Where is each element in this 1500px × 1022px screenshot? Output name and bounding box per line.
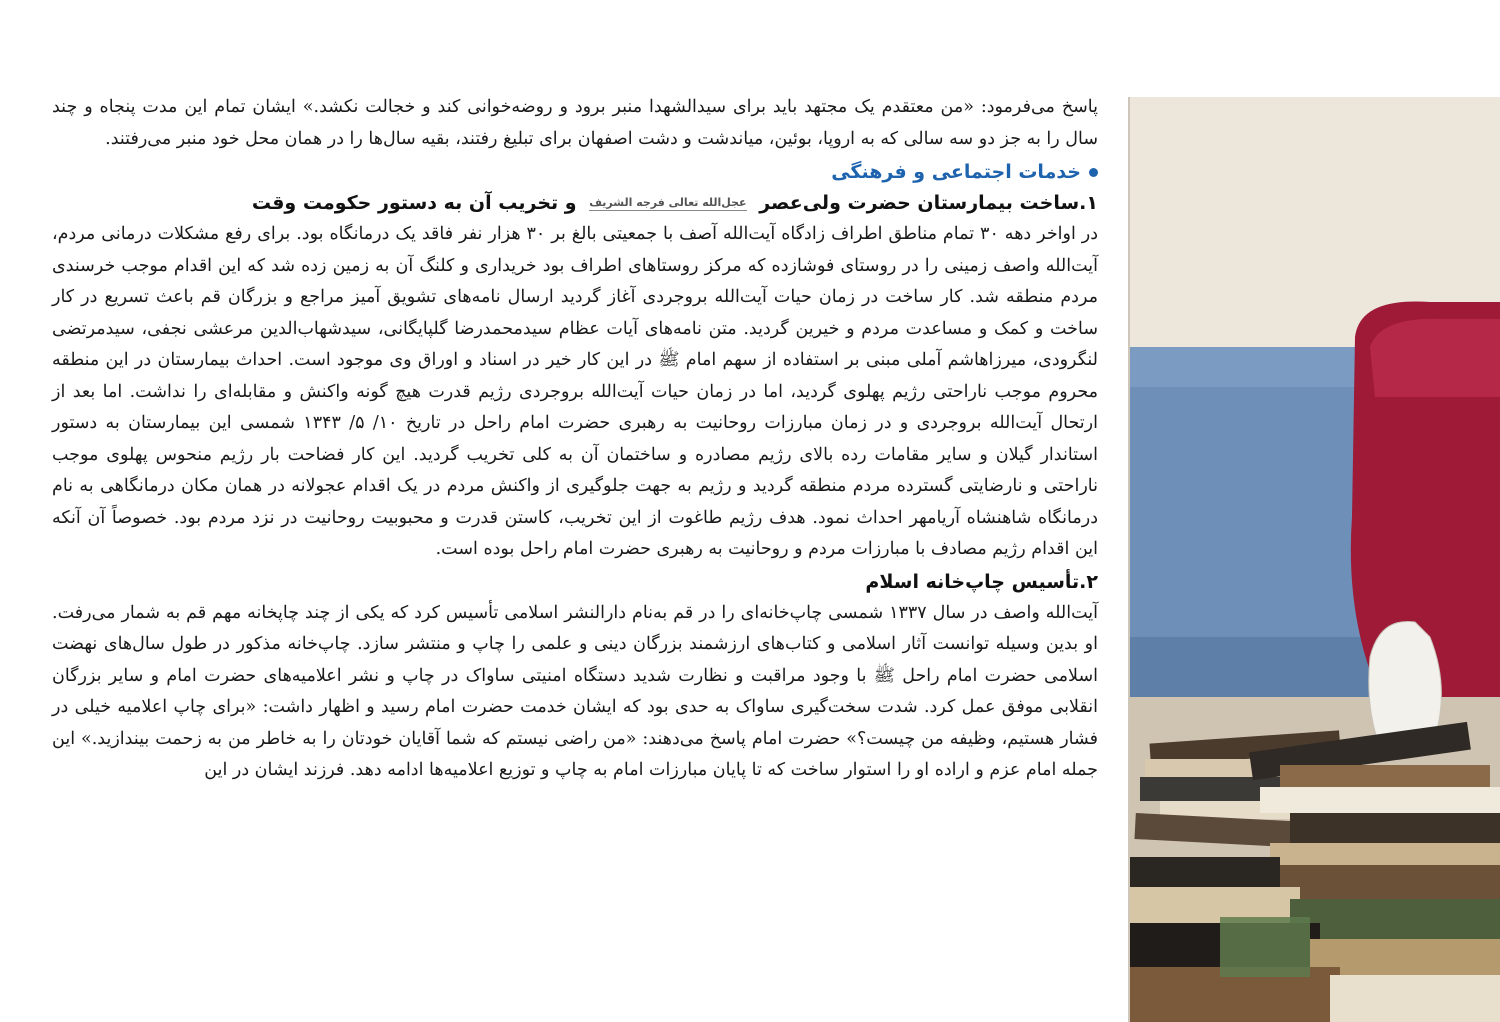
books-photo <box>1128 97 1500 1022</box>
bullet-icon <box>1089 168 1098 177</box>
article-column <box>52 92 1098 787</box>
subheading-hospital-text: ۱.ساخت بیمارستان حضرت ولی‌عصر <box>759 192 1098 214</box>
honorific-glyph: عجل‌الله تعالی فرجه الشریف <box>589 196 747 209</box>
subheading-hospital <box>52 187 1098 219</box>
section-heading <box>52 157 1098 187</box>
intro-paragraph: پاسخ می‌فرمود: «من معتقدم یک مجتهد باید برای سیدالشهدا منبر برود و روضه‌خوانی کند و خجالت نکشد.» ایشان تمام این مدت پنجاه و چند سال را به جز دو سه سالی که به اروپا، بوئین، میاندشت و دشت اصفهان برای تبلیغ رفتند، بقیه سال‌ها را در همان محل خود منبر می‌رفتند. <box>52 97 1098 149</box>
subheading-hospital-rest: و تخریب آن به دستور حکومت وقت <box>251 192 577 214</box>
section-heading-text: خدمات اجتماعی و فرهنگی <box>831 161 1081 183</box>
subheading-printing-house: ۲.تأسیس چاپ‌خانه اسلام <box>865 570 1098 593</box>
printing-house-paragraph: آیت‌الله واصف در سال ۱۳۳۷ شمسی چاپ‌خانه‌ای را در قم به‌نام دارالنشر اسلامی تأسیس کرد که یکی از چند چاپخانه مهم قم به شمار می‌رفت. او بدین وسیله توانست آثار اسلامی و کتاب‌های ارزشمند بزرگان دینی و علمی را چاپ و منتشر سازد. چاپ‌خانه مذکور در طول سال‌های نهضت اسلامی حضرت امام راحل ﷺ با وجود مراقبت و نظارت شدید دستگاه امنیتی ساواک در چاپ و نشر اعلامیه‌های حضرت امام و سایر بزرگان انقلابی موفق عمل کرد. شدت سخت‌گیری ساواک به حدی بود که ایشان خدمت حضرت امام رسید و اظهار داشت: «برای چاپ اعلامیه خیلی در فشار هستیم، وظیفه من چیست؟» حضرت امام پاسخ می‌دهند: «من راضی نیستم که شما آقایان خودتان را به خاطر من به زحمت بیندازید.» این جمله امام عزم و اراده او را استوار ساخت که تا پایان مبارزات امام به چاپ و توزیع اعلامیه‌ها ادامه دهد. فرزند ایشان در این <box>52 602 1099 780</box>
hospital-paragraph: در اواخر دهه ۳۰ تمام مناطق اطراف زادگاه آیت‌الله آصف با جمعیتی بالغ بر ۳۰ هزار نفر فاقد یک درمانگاه بود. برای رفع مشکلات درمانی مردم، آیت‌الله واصف زمینی را در روستای فوشازده که مرکز روستاهای اطراف بود خریداری و کلنگ آن به زمین زده شد که این اقدام موجب خرسندی مردم منطقه شد. کار ساخت در زمان حیات آیت‌الله بروجردی آغاز گردید ارسال نامه‌های تشویق آمیز مراجع و بزرگان قم باعث تسریع در کار ساخت و کمک و مساعدت مردم و خیرین گردید. متن نامه‌های آیات عظام سیدمحمدرضا گلپایگانی، سیدشهاب‌الدین مرعشی نجفی، سیدمرتضی لنگرودی، میرزاهاشم آملی مبنی بر استفاده از سهم امام ﷺ در این کار خیر در اسناد و اوراق وی موجود است. احداث بیمارستان در این منطقه محروم موجب ناراحتی رژیم پهلوی گردید، اما در زمان حیات آیت‌الله بروجردی رژیم قدرت هیچ گونه واکنش و مقابله‌ای را نداشت. اما بعد از ارتحال آیت‌الله بروجردی و در زمان مبارزات روحانیت به رهبری حضرت امام راحل در تاریخ ۱۰/ ۵/ ۱۳۴۳ شمسی این بیمارستان به دستور استاندار گیلان و سایر مقامات رده بالای رژیم مصادره و ساختمان آن به کلی تخریب گردید. این کار فضاحت بار رژیم منحوس پهلوی موجب ناراحتی و نارضایتی گسترده مردم منطقه گردید و رژیم به جهت جلوگیری از واکنش مردم در یک اقدام عجولانه در همان مکان درمانگاهی به نام درمانگاه شاهنشاه آریامهر احداث نمود. هدف رژیم طاغوت از این تخریب، کاستن قدرت و محبوبیت روحانیت در نزد مردم بود. خصوصاً آن آنکه این اقدام رژیم مصادف با مبارزات مردم و روحانیت به رهبری حضرت امام راحل بوده است. <box>52 224 1098 559</box>
books-photo-image <box>1130 97 1500 1022</box>
